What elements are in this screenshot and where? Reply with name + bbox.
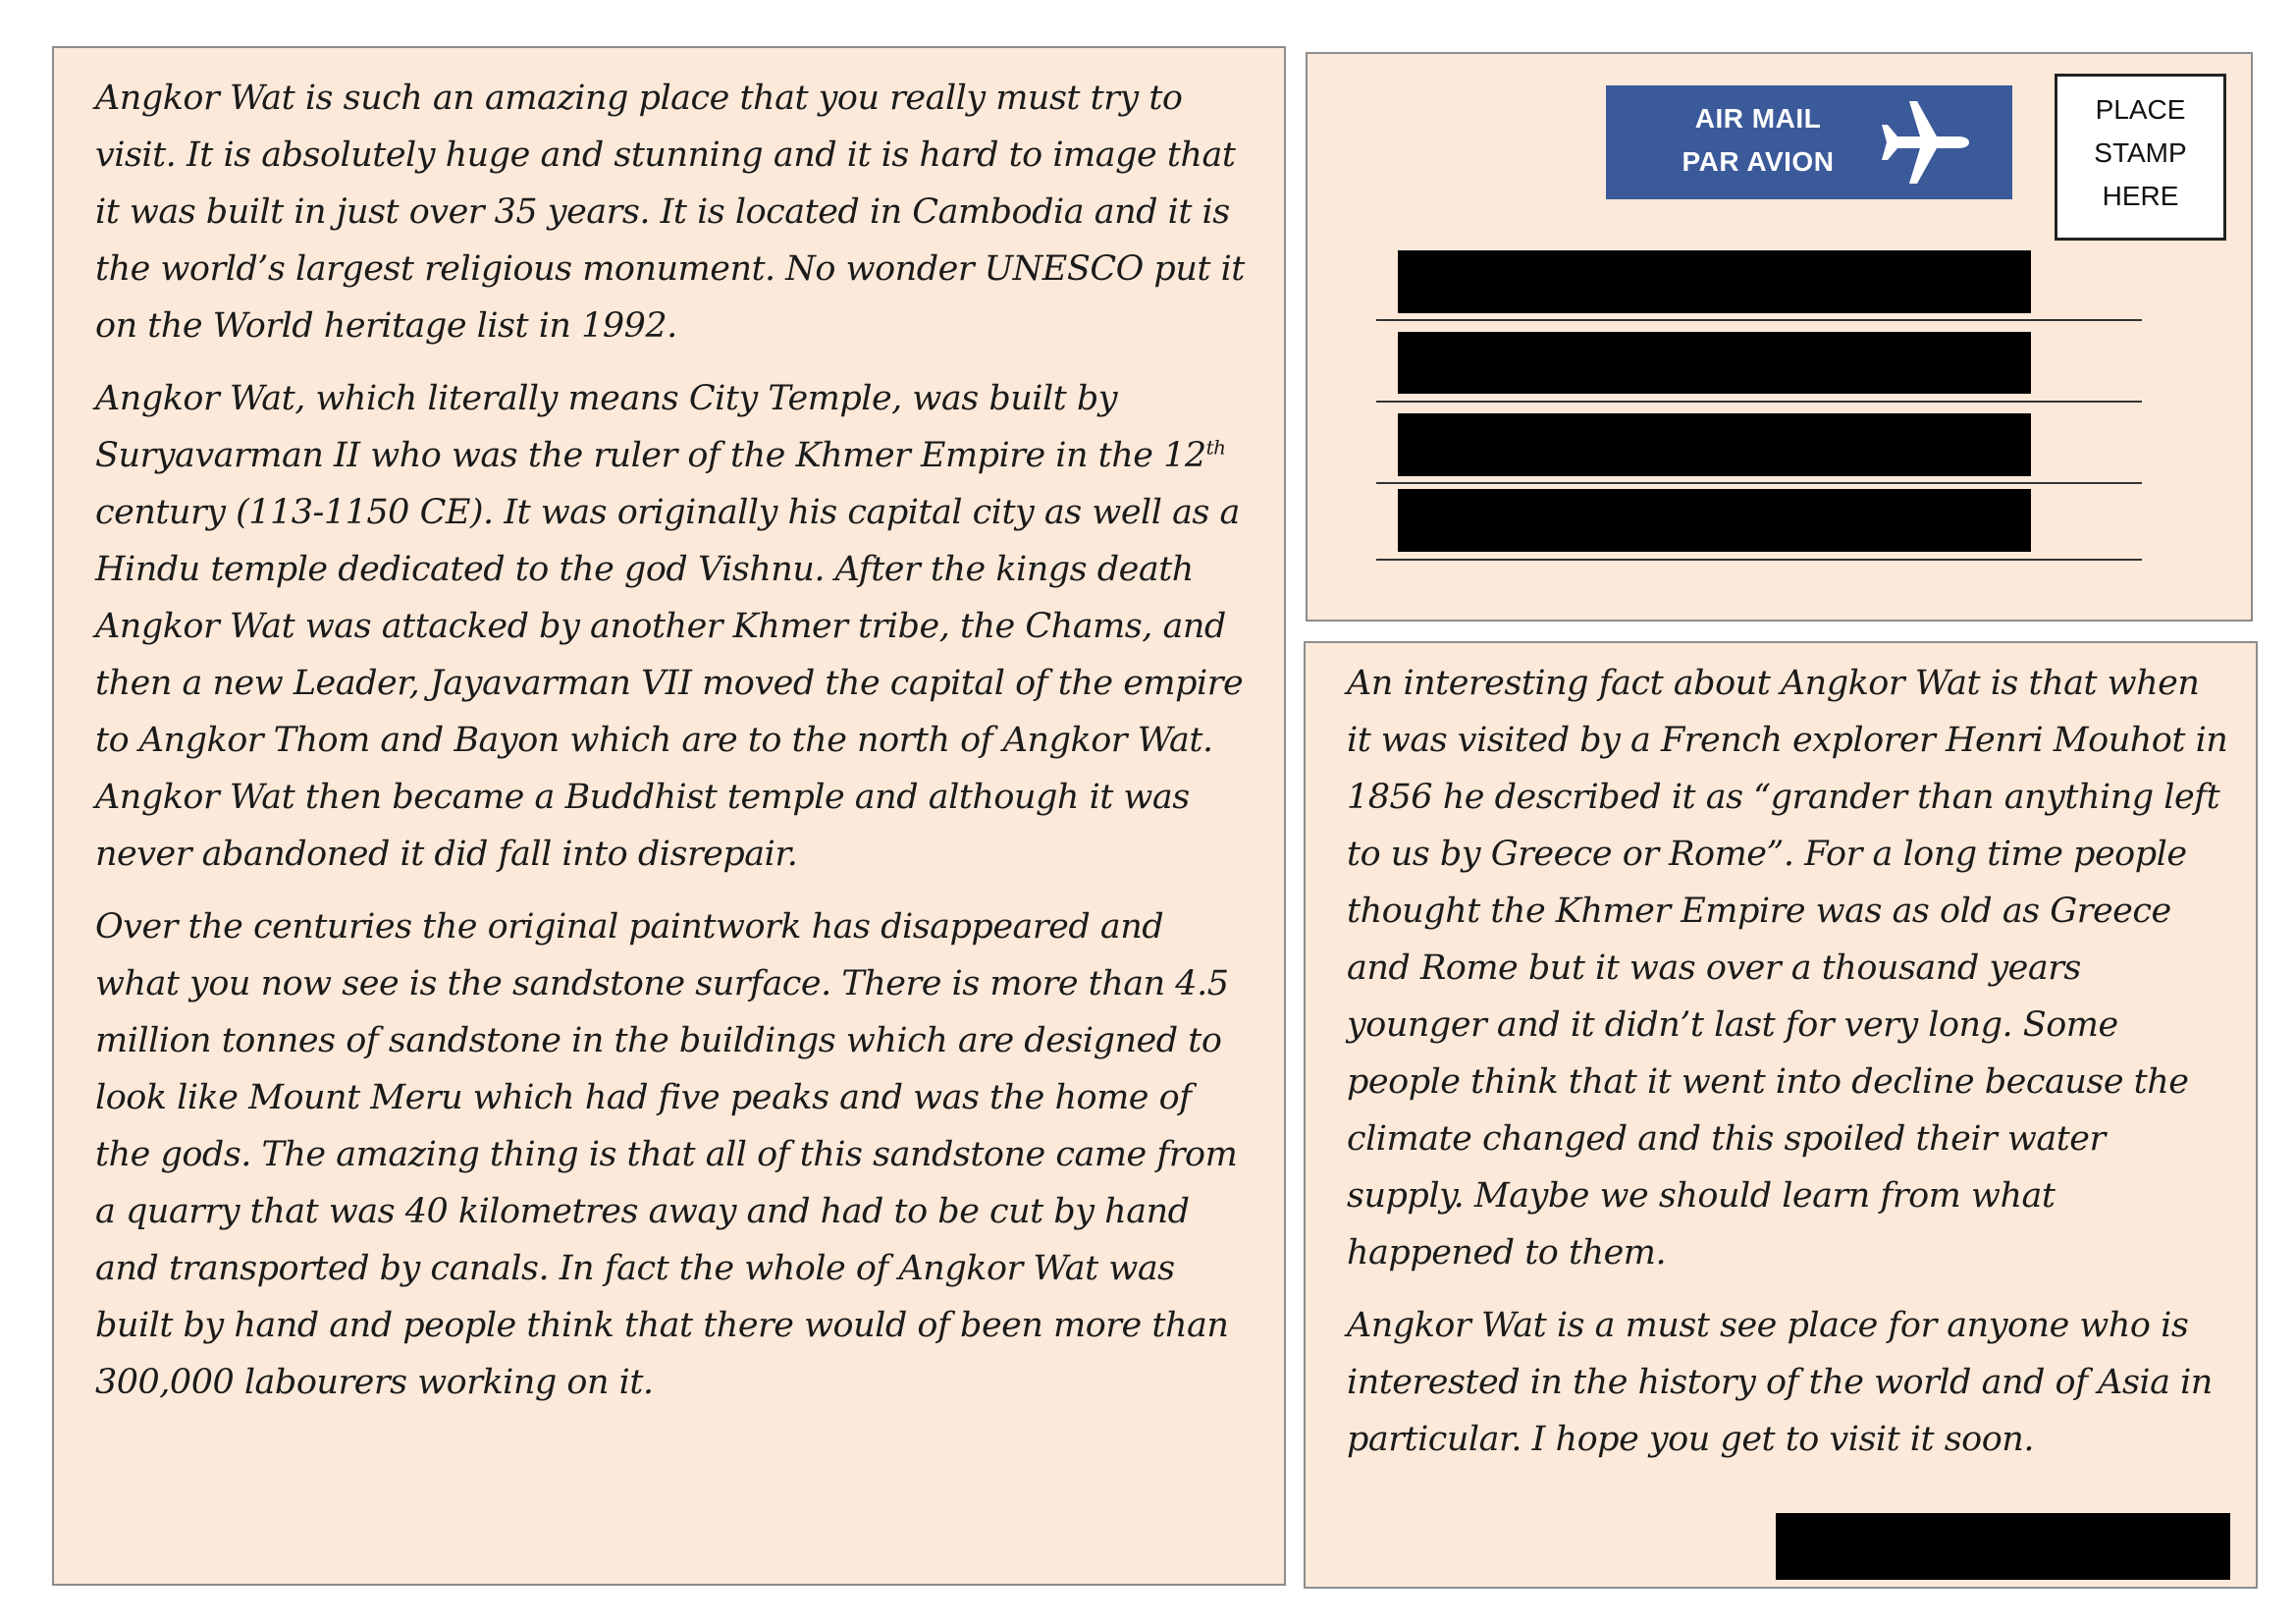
stamp-text-stamp: STAMP <box>2094 137 2187 168</box>
message-paragraph-5: Angkor Wat is a must see place for anyone who is interested in the history of the world and of Asia in particular. I hope you get to visit it soon. <box>1347 1306 2213 1459</box>
stamp-text-place: PLACE <box>2095 94 2186 125</box>
message-paragraph-4: An interesting fact about Angkor Wat is that when it was visited by a French explorer Henri Mouhot in 1856 he described it as “grander than anything left to us by Greece or Rome”. For a long time people thought the Khmer Empire was as old as Greece and Rome but it was over a thousand years younger and it didn’t last for very long. Some people think that it went into decline because the climate changed and this spoiled their water supply. Maybe we should learn from what happened to them. <box>1347 664 2228 1272</box>
message-paragraph-2-end: century (113-1150 CE). It was originally his capital city as well as a Hindu temple dedicated to the god Vishnu. After the kings death Angkor Wat was attacked by another Khmer tribe, the Chams, and then a new Leader, Jayavarman VII moved the capital of the empire to Angkor Thom and Bayon which are to the north of Angkor Wat. Angkor Wat then became a Buddhist temple and although it was never abandoned it did fall into disrepair. <box>95 493 1244 874</box>
address-line-2 <box>1376 401 2142 403</box>
message-paragraph-2 <box>95 370 1255 883</box>
message-paragraph-1: Angkor Wat is such an amazing place that you really must try to visit. It is absolutely huge and stunning and it is hard to image that it was built in just over 35 years. It is located in Cambodia and it is the world’s largest religious monument. No wonder UNESCO put it on the World heritage list in 1992. <box>95 79 1245 346</box>
message-paragraph-3: Over the centuries the original paintwork has disappeared and what you now see is the sandstone surface. There is more than 4.5 million tonnes of sandstone in the buildings which are designed to look like Mount Meru which had five peaks and was the home of the gods. The amazing thing is that all of this sandstone came from a quarry that was 40 kilometres away and had to be cut by hand and transported by canals. In fact the whole of Angkor Wat was built by hand and people think that there would of been more than 300,000 labourers working on it. <box>95 907 1238 1402</box>
address-redaction-1 <box>1398 250 2031 313</box>
stamp-text-here: HERE <box>2102 181 2179 211</box>
address-line-1 <box>1376 319 2142 321</box>
ordinal-suffix: th <box>1205 435 1226 460</box>
airmail-text: AIR MAIL <box>1694 103 1822 134</box>
address-line-4 <box>1376 559 2142 561</box>
airmail-label <box>1606 85 2012 199</box>
signature-redaction <box>1776 1513 2230 1580</box>
address-line-3 <box>1376 482 2142 484</box>
airplane-icon <box>1871 93 1979 191</box>
address-redaction-4 <box>1398 489 2031 552</box>
message-paragraph-2-start: Angkor Wat, which literally means City Temple, was built by Suryavarman II who was the ruler of the Khmer Empire in the 12 <box>95 379 1206 475</box>
stamp-placeholder <box>2055 74 2226 241</box>
address-redaction-3 <box>1398 413 2031 476</box>
postcard-message-right <box>1304 641 2258 1589</box>
par-avion-text: PAR AVION <box>1682 146 1835 177</box>
address-redaction-2 <box>1398 332 2031 394</box>
postcard-address-side <box>1306 52 2253 622</box>
postcard-message-left <box>52 46 1286 1586</box>
